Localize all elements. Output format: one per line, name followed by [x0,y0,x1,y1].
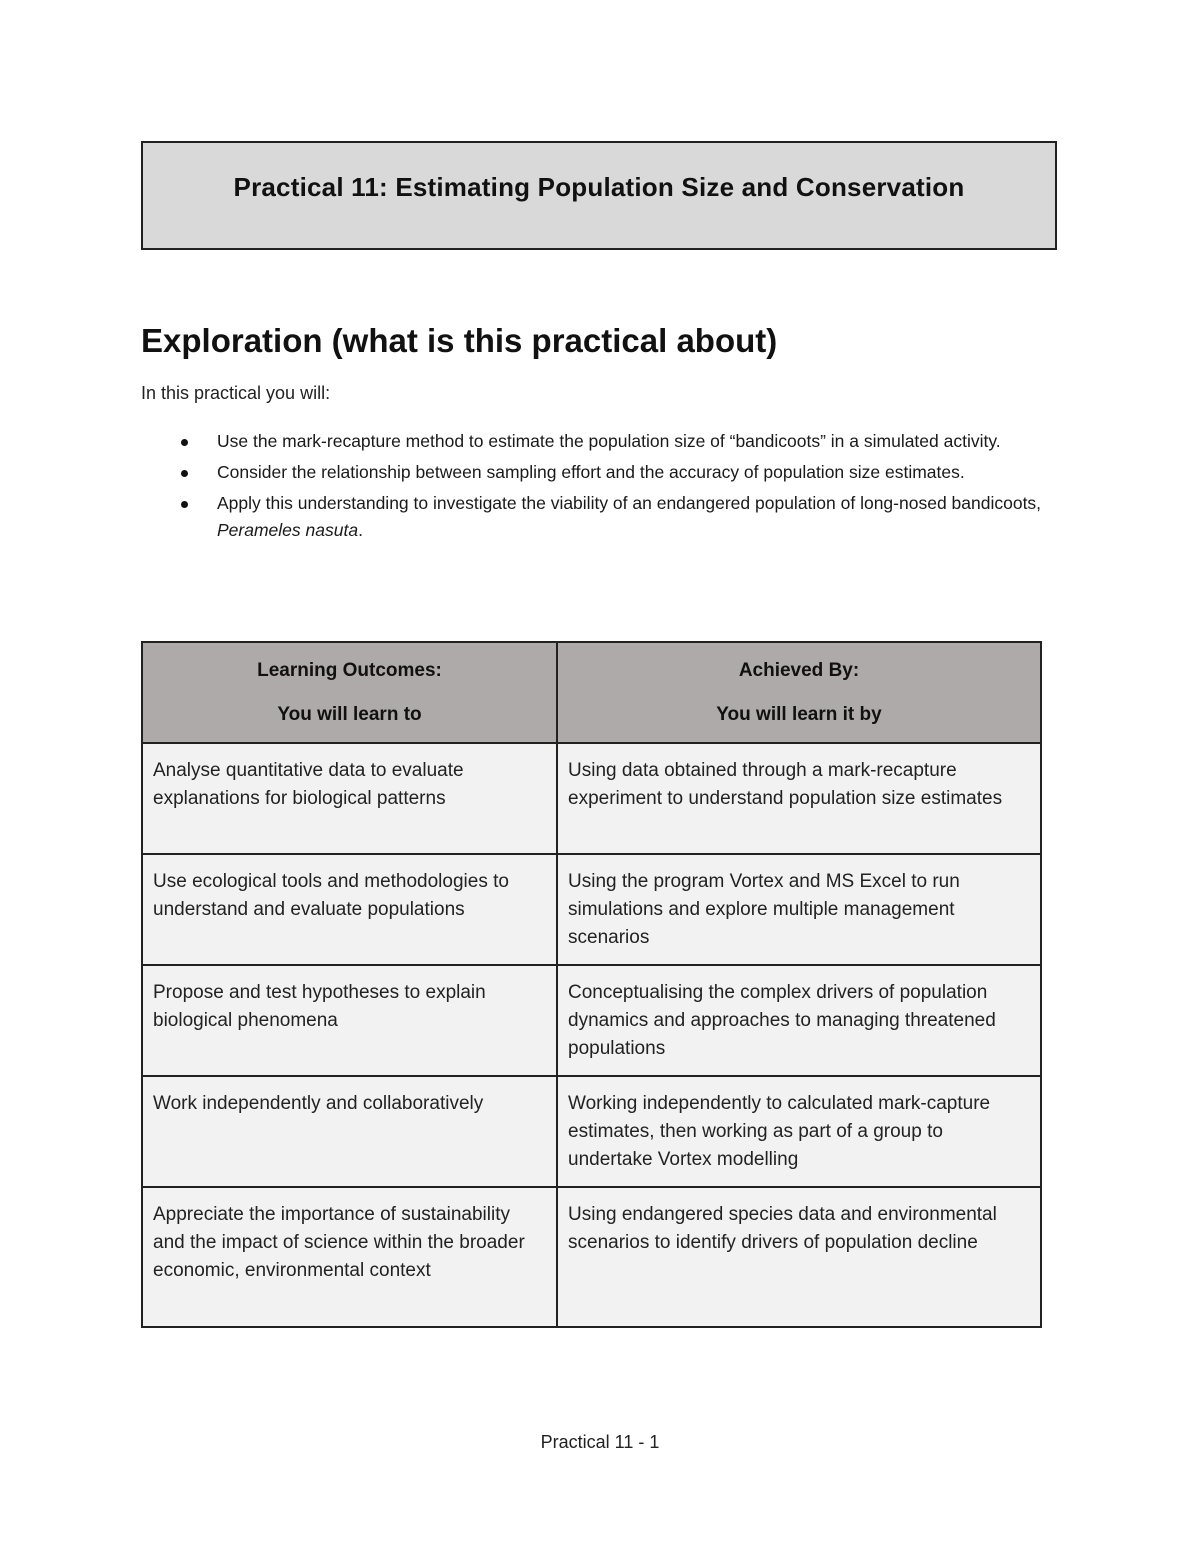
table-row [142,965,1041,1076]
outcome-cell: Use ecological tools and methodologies to understand and evaluate populations [142,854,557,965]
table-row [142,1076,1041,1187]
list-item-suffix: . [358,520,363,540]
header-title: Learning Outcomes: [257,659,442,681]
achieved-cell: Working independently to calculated mark-capture estimates, then working as part of a group to undertake Vortex modelling [557,1076,1041,1187]
list-item [141,490,1061,544]
bullet-icon [181,439,188,446]
outcome-cell: Work independently and collaboratively [142,1076,557,1187]
practical-title: Practical 11: Estimating Population Size and Conservation [233,172,965,202]
table-row [142,854,1041,965]
list-item-text: Apply this understanding to investigate the viability of an endangered population of long-nosed bandicoots, [217,493,1042,513]
outcome-cell: Analyse quantitative data to evaluate explanations for biological patterns [142,743,557,854]
header-subtitle: You will learn to [277,703,422,725]
header-learning-outcomes [142,642,557,743]
achieved-cell: Using data obtained through a mark-recapture experiment to understand population size estimates [557,743,1041,854]
intro-text: In this practical you will: [141,383,331,403]
learning-outcomes-table [141,641,1042,1328]
outcome-cell: Propose and test hypotheses to explain biological phenomena [142,965,557,1076]
list-item-text: Use the mark-recapture method to estimate the population size of “bandicoots” in a simulated activity. [217,431,1001,451]
achieved-cell: Using endangered species data and environmental scenarios to identify drivers of population decline [557,1187,1041,1327]
table-header-row [142,642,1041,743]
bullet-icon [181,501,188,508]
species-name: Perameles nasuta [217,520,359,540]
section-heading: Exploration (what is this practical about) [141,322,778,359]
table-row [142,743,1041,854]
list-item [141,428,1061,455]
list-item [141,459,1061,486]
list-item-text: Consider the relationship between sampling effort and the accuracy of population size estimates. [217,462,965,482]
achieved-cell: Using the program Vortex and MS Excel to run simulations and explore multiple management scenarios [557,854,1041,965]
outcome-cell: Appreciate the importance of sustainability and the impact of science within the broader economic, environmental context [142,1187,557,1327]
title-box [141,141,1057,250]
objectives-list [141,428,1061,548]
header-subtitle: You will learn it by [716,703,882,725]
header-title: Achieved By: [738,659,860,681]
header-achieved-by [557,642,1041,743]
achieved-cell: Conceptualising the complex drivers of population dynamics and approaches to managing threatened populations [557,965,1041,1076]
table-row [142,1187,1041,1327]
bullet-icon [181,470,188,477]
page-footer: Practical 11 - 1 [540,1432,660,1452]
